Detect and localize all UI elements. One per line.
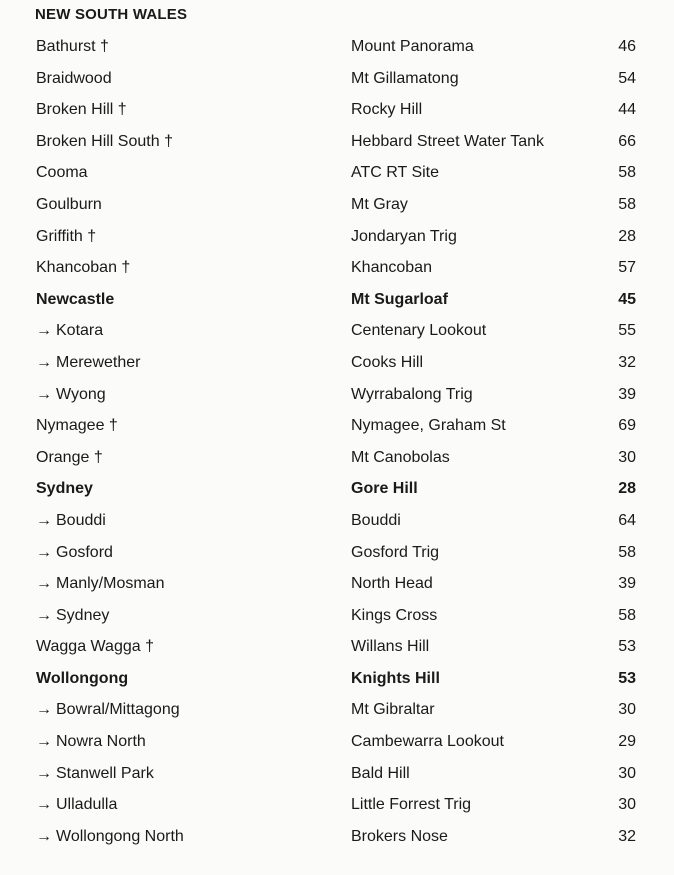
location-cell bbox=[36, 63, 112, 95]
location-name: Goulburn bbox=[36, 195, 102, 213]
location-cell bbox=[36, 442, 103, 474]
channel-cell: 53 bbox=[618, 638, 636, 656]
right-arrow-icon: → bbox=[36, 322, 52, 340]
site-cell: Mt Gillamatong bbox=[351, 69, 459, 87]
table-row bbox=[0, 284, 674, 316]
location-cell bbox=[36, 821, 184, 853]
table-row bbox=[0, 537, 674, 569]
channel-cell: 58 bbox=[618, 164, 636, 182]
table-row bbox=[0, 663, 674, 695]
site-cell: Hebbard Street Water Tank bbox=[351, 132, 544, 150]
channel-cell: 54 bbox=[618, 69, 636, 87]
location-name: Khancoban † bbox=[36, 259, 131, 277]
location-cell bbox=[36, 221, 96, 253]
site-cell: Jondaryan Trig bbox=[351, 227, 457, 245]
table-row bbox=[0, 189, 674, 221]
channel-cell: 69 bbox=[618, 417, 636, 435]
table-row bbox=[0, 789, 674, 821]
table-row bbox=[0, 473, 674, 505]
channel-cell: 30 bbox=[618, 764, 636, 782]
site-cell: Mt Gray bbox=[351, 195, 408, 213]
location-cell bbox=[36, 505, 106, 537]
table-row bbox=[0, 221, 674, 253]
site-cell: Brokers Nose bbox=[351, 827, 448, 845]
location-name: Manly/Mosman bbox=[56, 575, 165, 593]
table-row bbox=[0, 379, 674, 411]
channel-cell: 39 bbox=[618, 575, 636, 593]
table-row bbox=[0, 600, 674, 632]
location-cell bbox=[36, 694, 180, 726]
table-row bbox=[0, 31, 674, 63]
location-cell bbox=[36, 568, 164, 600]
table-row bbox=[0, 94, 674, 126]
table-row bbox=[0, 126, 674, 158]
table-row bbox=[0, 252, 674, 284]
channel-cell: 46 bbox=[618, 38, 636, 55]
right-arrow-icon: → bbox=[36, 385, 52, 403]
section-heading: NEW SOUTH WALES bbox=[35, 6, 188, 23]
channel-cell: 53 bbox=[618, 669, 636, 687]
location-cell bbox=[36, 631, 154, 663]
location-name: Nowra North bbox=[56, 733, 146, 751]
location-name: Cooma bbox=[36, 164, 88, 182]
table-row bbox=[0, 410, 674, 442]
site-cell: Mt Canobolas bbox=[351, 448, 450, 466]
location-name: Wyong bbox=[56, 385, 106, 403]
site-cell: Gosford Trig bbox=[351, 543, 440, 561]
site-cell: Centenary Lookout bbox=[351, 322, 487, 340]
right-arrow-icon: → bbox=[36, 353, 52, 371]
site-cell: North Head bbox=[351, 575, 433, 593]
site-cell: Willans Hill bbox=[351, 638, 430, 656]
location-name: Nymagee † bbox=[36, 417, 118, 435]
site-cell: Bouddi bbox=[351, 511, 401, 529]
location-name: Wollongong North bbox=[56, 827, 184, 845]
table-row bbox=[0, 631, 674, 663]
table-row bbox=[0, 726, 674, 758]
site-cell: Rocky Hill bbox=[351, 101, 423, 119]
location-name: Newcastle bbox=[36, 290, 115, 308]
site-cell: Mount Panorama bbox=[351, 38, 474, 55]
location-cell bbox=[36, 379, 106, 411]
table-row bbox=[0, 694, 674, 726]
location-cell bbox=[36, 726, 146, 758]
channel-cell: 64 bbox=[618, 511, 636, 529]
channel-cell: 30 bbox=[618, 448, 636, 466]
location-name: Orange † bbox=[36, 448, 103, 466]
channel-cell: 30 bbox=[618, 701, 636, 719]
table-row bbox=[0, 442, 674, 474]
location-name: Stanwell Park bbox=[56, 764, 154, 782]
site-cell: Nymagee, Graham St bbox=[351, 417, 506, 435]
location-cell bbox=[36, 94, 127, 126]
location-name: Sydney bbox=[36, 480, 93, 498]
location-cell bbox=[36, 410, 118, 442]
location-name: Broken Hill † bbox=[36, 101, 127, 119]
table-row bbox=[0, 315, 674, 347]
site-cell: Little Forrest Trig bbox=[351, 796, 472, 814]
right-arrow-icon: → bbox=[36, 701, 52, 719]
channel-cell: 32 bbox=[618, 827, 636, 845]
site-cell: Bald Hill bbox=[351, 764, 410, 782]
location-cell bbox=[36, 189, 102, 221]
channel-cell: 58 bbox=[618, 543, 636, 561]
location-cell bbox=[36, 252, 130, 284]
site-cell: Kings Cross bbox=[351, 606, 438, 624]
site-cell: ATC RT Site bbox=[351, 164, 440, 182]
channel-cell: 44 bbox=[618, 101, 636, 119]
channel-cell: 58 bbox=[618, 195, 636, 213]
location-name: Gosford bbox=[56, 543, 113, 561]
table-row bbox=[0, 758, 674, 790]
location-cell bbox=[36, 126, 173, 158]
channel-cell: 58 bbox=[618, 606, 636, 624]
table-row bbox=[0, 347, 674, 379]
location-cell bbox=[36, 758, 154, 790]
location-name: Griffith † bbox=[36, 227, 97, 245]
right-arrow-icon: → bbox=[36, 827, 52, 845]
table-row bbox=[0, 821, 674, 853]
location-name: Bouddi bbox=[56, 511, 106, 529]
right-arrow-icon: → bbox=[36, 575, 52, 593]
channel-cell: 55 bbox=[618, 322, 636, 340]
location-cell bbox=[36, 600, 109, 632]
site-cell: Wyrrabalong Trig bbox=[351, 385, 473, 403]
location-name: Ulladulla bbox=[56, 796, 118, 814]
location-name: Broken Hill South † bbox=[36, 132, 173, 150]
location-cell bbox=[36, 157, 88, 189]
site-cell: Knights Hill bbox=[351, 669, 440, 687]
site-cell: Cooks Hill bbox=[351, 353, 424, 371]
site-cell: Gore Hill bbox=[351, 480, 418, 498]
location-cell bbox=[36, 537, 113, 569]
right-arrow-icon: → bbox=[36, 796, 52, 814]
location-cell bbox=[36, 284, 114, 316]
channel-cell: 45 bbox=[618, 290, 636, 308]
transmitter-list bbox=[0, 31, 674, 852]
location-name: Wollongong bbox=[36, 669, 129, 687]
location-name: Wagga Wagga † bbox=[36, 638, 154, 656]
location-cell bbox=[36, 347, 140, 379]
site-cell: Mt Sugarloaf bbox=[351, 290, 448, 308]
channel-cell: 57 bbox=[618, 259, 636, 277]
table-row bbox=[0, 157, 674, 189]
site-cell: Khancoban bbox=[351, 259, 432, 277]
location-name: Braidwood bbox=[36, 69, 112, 87]
location-name: Sydney bbox=[56, 606, 110, 624]
location-name: Bowral/Mittagong bbox=[56, 701, 180, 719]
right-arrow-icon: → bbox=[36, 511, 52, 529]
table-row bbox=[0, 505, 674, 537]
channel-cell: 30 bbox=[618, 796, 636, 814]
location-name: Merewether bbox=[56, 353, 141, 371]
site-cell: Mt Gibraltar bbox=[351, 701, 435, 719]
location-cell bbox=[36, 473, 93, 505]
channel-cell: 28 bbox=[618, 227, 636, 245]
channel-cell: 28 bbox=[618, 480, 636, 498]
table-row bbox=[0, 568, 674, 600]
location-name: Kotara bbox=[56, 322, 104, 340]
location-cell bbox=[36, 315, 103, 347]
channel-cell: 39 bbox=[618, 385, 636, 403]
channel-cell: 29 bbox=[618, 733, 636, 751]
channel-cell: 66 bbox=[618, 132, 636, 150]
table-row bbox=[0, 63, 674, 95]
right-arrow-icon: → bbox=[36, 764, 52, 782]
right-arrow-icon: → bbox=[36, 606, 52, 624]
location-cell bbox=[36, 663, 128, 695]
right-arrow-icon: → bbox=[36, 733, 52, 751]
location-cell bbox=[36, 31, 109, 63]
channel-cell: 32 bbox=[618, 353, 636, 371]
location-cell bbox=[36, 789, 117, 821]
site-cell: Cambewarra Lookout bbox=[351, 733, 504, 751]
location-name: Bathurst † bbox=[36, 38, 109, 55]
right-arrow-icon: → bbox=[36, 543, 52, 561]
